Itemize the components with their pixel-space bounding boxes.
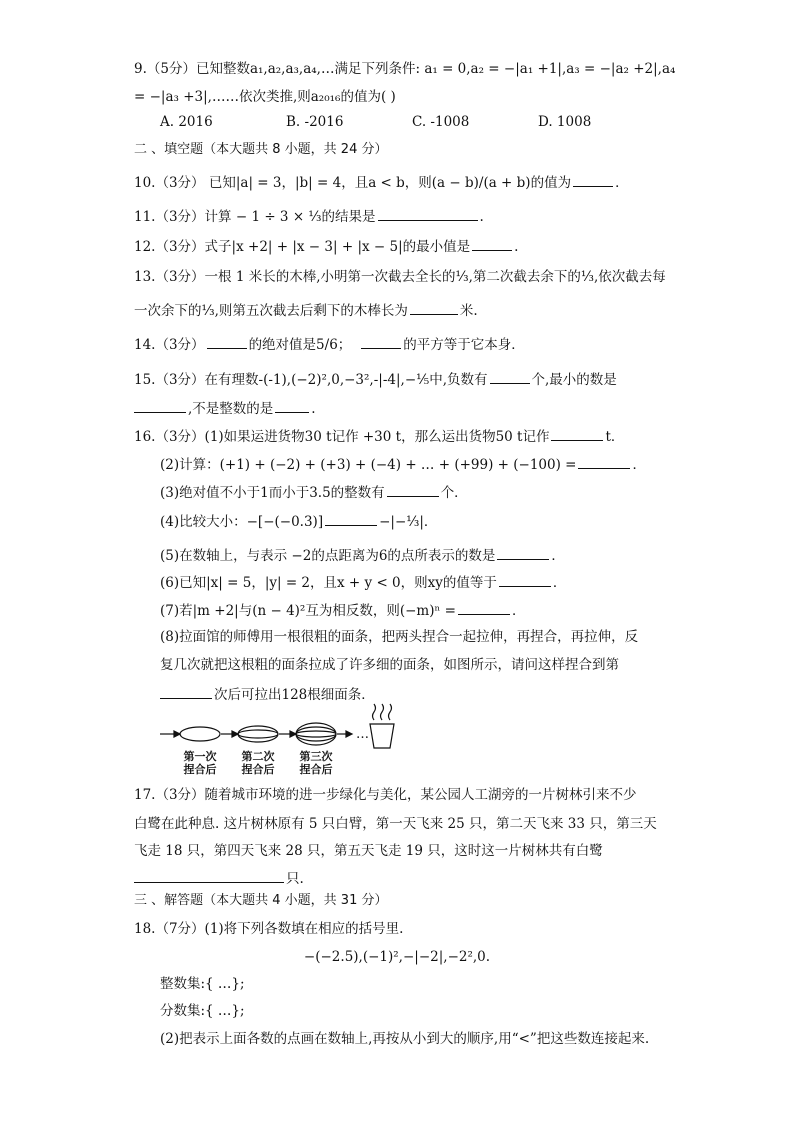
- q15-answer-blank-3[interactable]: [275, 398, 309, 413]
- q17-text: 17.（3分）随着城市环境的进一步绿化与美化，某公园人工湖旁的一片树林引来不少: [134, 787, 637, 803]
- q16-5-answer-blank[interactable]: [497, 545, 549, 560]
- q14-number: 14.（3分）: [134, 337, 205, 353]
- q9-text: 9.（5分）已知整数a₁,a₂,a₃,a₄,…满足下列条件: a₁ = 0,a₂ = −|a₁ +1|,a₃ = −|a₂ +2|,a₄: [134, 61, 676, 77]
- q16-4-answer-blank[interactable]: [325, 511, 377, 526]
- figure-label-3: 第三次 捏合后: [299, 750, 333, 776]
- q10-end: ．: [615, 175, 629, 191]
- q16-8-line-1: [160, 628, 638, 646]
- q16-8-line-2: [160, 656, 619, 674]
- q18-number-list: −(−2.5),(−1)²,−|−2|,−2²,0.: [303, 949, 491, 965]
- q13-end: 米.: [459, 303, 478, 319]
- q13-text-2: 一次余下的⅓,则第五次截去后剩下的木棒长为: [134, 303, 408, 319]
- q16-2-text: (2)计算：(+1) + (−2) + (+3) + (−4) + … + (+99) + (−100) =: [160, 457, 577, 473]
- q16-8-text: (8)拉面馆的师傅用一根很粗的面条，把两头捏合一起拉伸，再捏合，再拉伸，反: [160, 629, 639, 645]
- q18-line-1: [134, 920, 403, 938]
- q13-answer-blank[interactable]: [410, 300, 458, 315]
- q16-5-line: (5)在数轴上，与表示 −2的点距离为6的点所表示的数是 ．: [160, 545, 565, 565]
- q11-answer-blank[interactable]: [378, 206, 478, 221]
- q14-answer-blank-1[interactable]: [207, 334, 247, 349]
- noodle-stage-1: [180, 727, 220, 741]
- q16-4-line: [160, 511, 437, 531]
- q12-end: .: [514, 239, 519, 255]
- fraction-set-text: 分数集:{ …};: [160, 1003, 245, 1019]
- q16-2-line: (2)计算：(+1) + (−2) + (+3) + (−4) + … + (+99) + (−100) = ．: [160, 454, 646, 474]
- q17-line-3: [134, 842, 603, 860]
- steam-1: [373, 704, 376, 720]
- q16-4-text: (4)比较大小：−[−(−0.3)]: [160, 514, 324, 530]
- q14-answer-blank-2[interactable]: [361, 334, 401, 349]
- q16-6-line: (6)已知|x| = 5，|y| = 2，且x + y < 0，则xy的值等于 ．: [160, 572, 566, 592]
- q10-answer-blank[interactable]: [573, 172, 613, 187]
- arrow-head-2: [232, 731, 238, 737]
- q12-answer-blank[interactable]: [472, 236, 512, 251]
- q18-text-2: (2)把表示上面各数的点画在数轴上,再按从小到大的顺序,用“<”把这些数连接起来.: [160, 1031, 650, 1047]
- q9-text-2: = −|a₃ +3|,……依次类推,则a₂₀₁₆的值为( ): [134, 89, 396, 105]
- q16-6-answer-blank[interactable]: [499, 572, 551, 587]
- q11-line: [134, 206, 484, 226]
- q16-3-answer-blank[interactable]: [387, 482, 439, 497]
- q16-8-line-3: [160, 684, 375, 704]
- q16-7-answer-blank[interactable]: [458, 600, 510, 615]
- q16-1-text: 16.（3分）(1)如果运进货物30 t记作 +30 t，那么运出货物50 t记作: [134, 429, 550, 445]
- q15-line-1: [134, 369, 617, 389]
- q18-fraction-set[interactable]: [160, 1002, 245, 1020]
- q13-line-2: [134, 300, 478, 320]
- noodle-figure: [160, 702, 400, 780]
- q15-answer-blank-2[interactable]: [134, 398, 186, 413]
- choice-b[interactable]: B. -2016: [286, 114, 344, 130]
- q16-2-answer-blank[interactable]: [578, 454, 630, 469]
- q15-end: .: [311, 401, 316, 417]
- section-3-title: 三 、解答题（本大题共 4 小题，共 31 分）: [134, 893, 388, 908]
- q17-end: 只.: [286, 871, 304, 887]
- steam-2: [381, 704, 384, 720]
- q11-end: .: [479, 209, 484, 225]
- q18-integer-set[interactable]: [160, 975, 245, 993]
- q14-line: [134, 334, 525, 354]
- q18-text: 18.（7分）(1)将下列各数填在相应的括号里.: [134, 921, 404, 937]
- arrow-head-3: [290, 731, 296, 737]
- q16-8-text-2: 复几次就把这根粗的面条拉成了许多细的面条，如图所示，请问这样捏合到第: [160, 657, 619, 673]
- figure-label-2: 第二次 捏合后: [241, 750, 275, 776]
- q14-text: 的绝对值是5/6；: [248, 337, 352, 353]
- arrow-head-1: [174, 731, 180, 737]
- q14-end: 的平方等于它本身．: [403, 337, 525, 353]
- section-2-heading: [134, 141, 387, 159]
- q11-text: 11.（3分）计算 − 1 ÷ 3 × ⅓的结果是: [134, 209, 376, 225]
- noodle-diagram: [160, 702, 400, 752]
- q15-line-2: [134, 398, 316, 418]
- q15-answer-blank-1[interactable]: [490, 369, 530, 384]
- q9-line-1: [134, 60, 675, 78]
- q18-numbers: [0, 948, 794, 966]
- q10-text: 10.（3分） 已知|a| = 3，|b| = 4，且a < b，则(a − b)/(a + b)的值为: [134, 175, 572, 191]
- q16-3-text: (3)绝对值不小于1而小于3.5的整数有: [160, 485, 385, 501]
- q16-8-text-3: 次后可拉出128根细面条．: [214, 687, 375, 703]
- q9-line-2: [134, 88, 396, 106]
- noodle-stage-2: [238, 726, 278, 742]
- q17-line-2: [134, 815, 657, 833]
- q18-line-2: [160, 1030, 649, 1048]
- q16-8-answer-blank[interactable]: [160, 684, 212, 699]
- q17-text-3: 飞走 18 只，第四天飞来 28 只，第五天飞走 19 只，这时这一片树林共有白鹭: [134, 843, 603, 859]
- q17-answer-blank[interactable]: [134, 868, 284, 883]
- q16-7-text: (7)若|m +2|与(n − 4)²互为相反数，则(−m)ⁿ =: [160, 603, 456, 619]
- q15-text-c: ,不是整数的是: [188, 401, 274, 417]
- noodle-bowl: [370, 724, 394, 748]
- q16-3-end: 个．: [440, 485, 468, 501]
- q16-6-text: (6)已知|x| = 5，|y| = 2，且x + y < 0，则xy的值等于: [160, 575, 497, 591]
- q16-3-line: [160, 482, 468, 502]
- section-3-heading: [134, 892, 387, 910]
- q10-line: [134, 172, 629, 192]
- q16-4-end: −|−⅓|．: [379, 514, 438, 530]
- choice-a[interactable]: A. 2016: [160, 114, 213, 130]
- q16-1-answer-blank[interactable]: [551, 426, 603, 441]
- q16-5-text: (5)在数轴上，与表示 −2的点距离为6的点所表示的数是: [160, 548, 496, 564]
- q17-line-4: [134, 868, 304, 888]
- q13-text: 13.（3分）一根 1 米长的木棒,小明第一次截去全长的⅓,第二次截去余下的⅓,依次截去每: [134, 269, 666, 285]
- q15-text: 15.（3分）在有理数-(-1),(−2)²,0,−3²,-|-4|,−⅕中,负数有: [134, 372, 488, 388]
- integer-set-text: 整数集:{ …};: [160, 976, 245, 992]
- section-2-title: 二 、填空题（本大题共 8 小题，共 24 分）: [134, 142, 388, 157]
- q13-line-1: [134, 268, 666, 286]
- q17-line-1: [134, 786, 637, 804]
- q15-text-b: 个,最小的数是: [531, 372, 617, 388]
- q16-1-end: t．: [605, 429, 625, 445]
- figure-ellipsis: …: [356, 727, 369, 742]
- noodle-stage-3: [296, 723, 336, 745]
- figure-label-1: 第一次 捏合后: [183, 750, 217, 776]
- arrow-head-4: [346, 731, 352, 737]
- choice-d[interactable]: D. 1008: [538, 114, 592, 130]
- q12-text: 12.（3分）式子|x +2| + |x − 3| + |x − 5|的最小值是: [134, 239, 471, 255]
- choice-c[interactable]: C. -1008: [412, 114, 470, 130]
- q17-text-2: 白鹭在此种息. 这片树林原有 5 只白臂，第一天飞来 25 只，第二天飞来 33 只，第三天: [134, 816, 657, 832]
- q16-7-line: (7)若|m +2|与(n − 4)²互为相反数，则(−m)ⁿ = ．: [160, 600, 525, 620]
- steam-3: [389, 704, 392, 720]
- q12-line: [134, 236, 518, 256]
- q16-1-line: [134, 426, 624, 446]
